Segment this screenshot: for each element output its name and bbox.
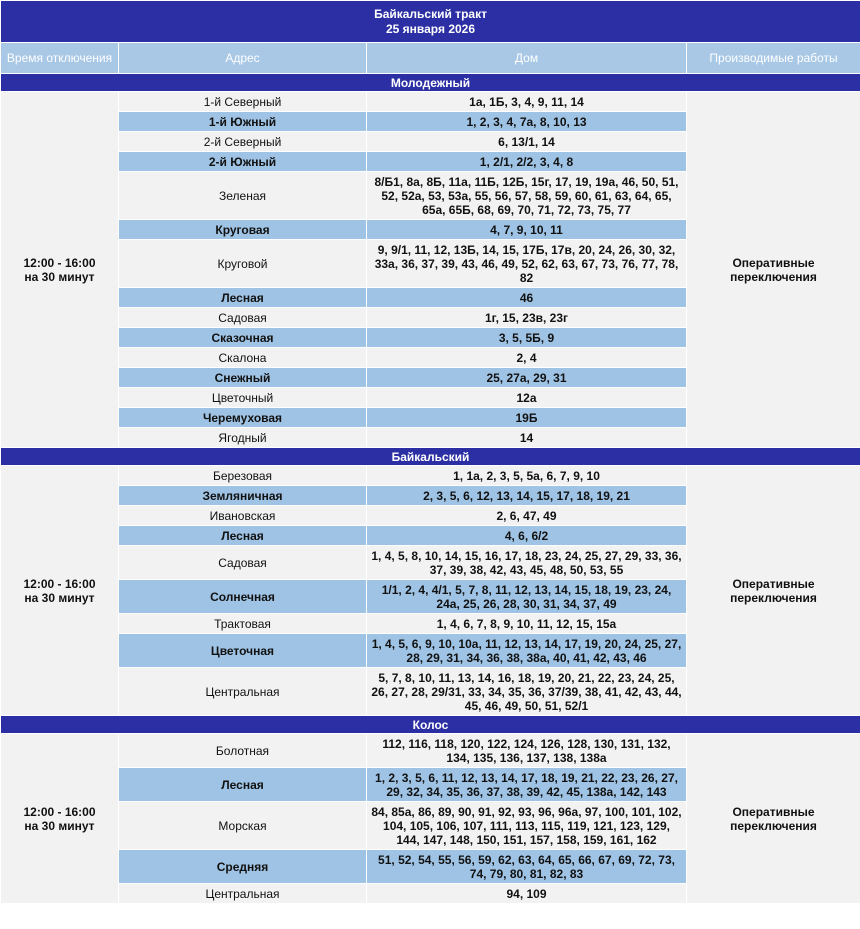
street-cell: Скалона [119,348,367,368]
street-cell: Сказочная [119,328,367,348]
houses-cell: 1г, 15, 23в, 23г [367,308,687,328]
section-name: Молодежный [1,74,860,92]
section-name: Байкальский [1,448,860,466]
street-cell: Центральная [119,668,367,716]
street-cell: Болотная [119,734,367,768]
column-headers [1,43,860,74]
houses-cell: 1, 1а, 2, 3, 5, 5а, 6, 7, 9, 10 [367,466,687,486]
houses-cell: 112, 116, 118, 120, 122, 124, 126, 128, 130, 131, 132, 134, 135, 136, 137, 138, 138а [367,734,687,768]
outage-time: 12:00 - 16:00 [23,576,96,591]
street-cell: Черемуховая [119,408,367,428]
outage-time-cell [1,466,119,716]
table-row [1,734,860,768]
work-type-cell: Оперативные переключения [687,466,860,716]
houses-cell: 4, 7, 9, 10, 11 [367,220,687,240]
street-cell: Земляничная [119,486,367,506]
houses-cell: 1а, 1Б, 3, 4, 9, 11, 14 [367,92,687,112]
houses-cell: 5, 7, 8, 10, 11, 13, 14, 16, 18, 19, 20, 21, 22, 23, 24, 25, 26, 27, 28, 29/31, 33, 34, 35, 36, 37/39, 38, 41, 42, 43, 44, 45, 46, 49, 50, 51, 52/1 [367,668,687,716]
outage-time-cell [1,92,119,448]
houses-cell: 94, 109 [367,884,687,904]
street-cell: Садовая [119,546,367,580]
street-cell: 2-й Северный [119,132,367,152]
work-type-cell: Оперативные переключения [687,92,860,448]
section-header [1,74,860,92]
houses-cell: 1, 4, 6, 7, 8, 9, 10, 11, 12, 15, 15а [367,614,687,634]
street-cell: 1-й Северный [119,92,367,112]
table-row [1,466,860,486]
street-cell: Морская [119,802,367,850]
houses-cell: 1, 2/1, 2/2, 3, 4, 8 [367,152,687,172]
outage-time-cell [1,734,119,904]
houses-cell: 6, 13/1, 14 [367,132,687,152]
houses-cell: 1, 2, 3, 5, 6, 11, 12, 13, 14, 17, 18, 19, 21, 22, 23, 26, 27, 29, 32, 34, 35, 36, 37, 38, 39, 42, 45, 138а, 142, 143 [367,768,687,802]
houses-cell: 25, 27а, 29, 31 [367,368,687,388]
outage-duration: на 30 минут [24,818,95,833]
section-header [1,716,860,734]
street-cell: Ягодный [119,428,367,448]
title-road: Байкальский тракт [374,6,487,21]
houses-cell: 14 [367,428,687,448]
outage-time: 12:00 - 16:00 [23,804,96,819]
houses-cell: 84, 85а, 86, 89, 90, 91, 92, 93, 96, 96а, 97, 100, 101, 102, 104, 105, 106, 107, 111, 113, 115, 119, 121, 123, 129, 144, 147, 148, 150, 151, 157, 158, 159, 161, 162 [367,802,687,850]
houses-cell: 1/1, 2, 4, 4/1, 5, 7, 8, 11, 12, 13, 14, 15, 18, 19, 23, 24, 24а, 25, 26, 28, 30, 31, 34, 37, 49 [367,580,687,614]
header-house: Дом [367,43,687,74]
work-type-cell: Оперативные переключения [687,734,860,904]
houses-cell: 19Б [367,408,687,428]
title-date: 25 января 2026 [385,21,476,36]
street-cell: Солнечная [119,580,367,614]
street-cell: Цветочная [119,634,367,668]
houses-cell: 3, 5, 5Б, 9 [367,328,687,348]
street-cell: Ивановская [119,506,367,526]
houses-cell: 2, 3, 5, 6, 12, 13, 14, 15, 17, 18, 19, 21 [367,486,687,506]
houses-cell: 4, 6, 6/2 [367,526,687,546]
street-cell: Трактовая [119,614,367,634]
houses-cell: 12а [367,388,687,408]
section-header [1,448,860,466]
houses-cell: 1, 2, 3, 4, 7а, 8, 10, 13 [367,112,687,132]
street-cell: Садовая [119,308,367,328]
street-cell: Средняя [119,850,367,884]
street-cell: Лесная [119,526,367,546]
street-cell: Лесная [119,768,367,802]
houses-cell: 9, 9/1, 11, 12, 13Б, 14, 15, 17Б, 17в, 20, 24, 26, 30, 32, 33а, 36, 37, 39, 43, 46, 49, 52, 62, 63, 67, 73, 76, 77, 78, 82 [367,240,687,288]
header-time: Время отключения [1,43,119,74]
table-row [1,92,860,112]
outage-time: 12:00 - 16:00 [23,255,96,270]
street-cell: Центральная [119,884,367,904]
street-cell: Лесная [119,288,367,308]
street-cell: Цветочный [119,388,367,408]
houses-cell: 2, 6, 47, 49 [367,506,687,526]
street-cell: Круговой [119,240,367,288]
street-cell: Круговая [119,220,367,240]
street-cell: Снежный [119,368,367,388]
houses-cell: 51, 52, 54, 55, 56, 59, 62, 63, 64, 65, 66, 67, 69, 72, 73, 74, 79, 80, 81, 82, 83 [367,850,687,884]
houses-cell: 2, 4 [367,348,687,368]
houses-cell: 8/Б1, 8а, 8Б, 11а, 11Б, 12Б, 15г, 17, 19, 19а, 46, 50, 51, 52, 52а, 53, 53а, 55, 56, 57, 58, 59, 60, 61, 63, 64, 65, 65а, 65Б, 68, 69, 70, 71, 72, 73, 75, 77 [367,172,687,220]
street-cell: Зеленая [119,172,367,220]
street-cell: 2-й Южный [119,152,367,172]
houses-cell: 1, 4, 5, 6, 9, 10, 10а, 11, 12, 13, 14, 17, 19, 20, 24, 25, 27, 28, 29, 31, 34, 36, 38, 38а, 40, 41, 42, 43, 46 [367,634,687,668]
header-address: Адрес [119,43,367,74]
outage-duration: на 30 минут [24,590,95,605]
street-cell: Березовая [119,466,367,486]
section-name: Колос [1,716,860,734]
houses-cell: 46 [367,288,687,308]
table-title [1,1,860,43]
street-cell: 1-й Южный [119,112,367,132]
header-work: Производимые работы [687,43,860,74]
outage-duration: на 30 минут [24,269,95,284]
houses-cell: 1, 4, 5, 8, 10, 14, 15, 16, 17, 18, 23, 24, 25, 27, 29, 33, 36, 37, 39, 38, 42, 43, 45, 48, 50, 53, 55 [367,546,687,580]
